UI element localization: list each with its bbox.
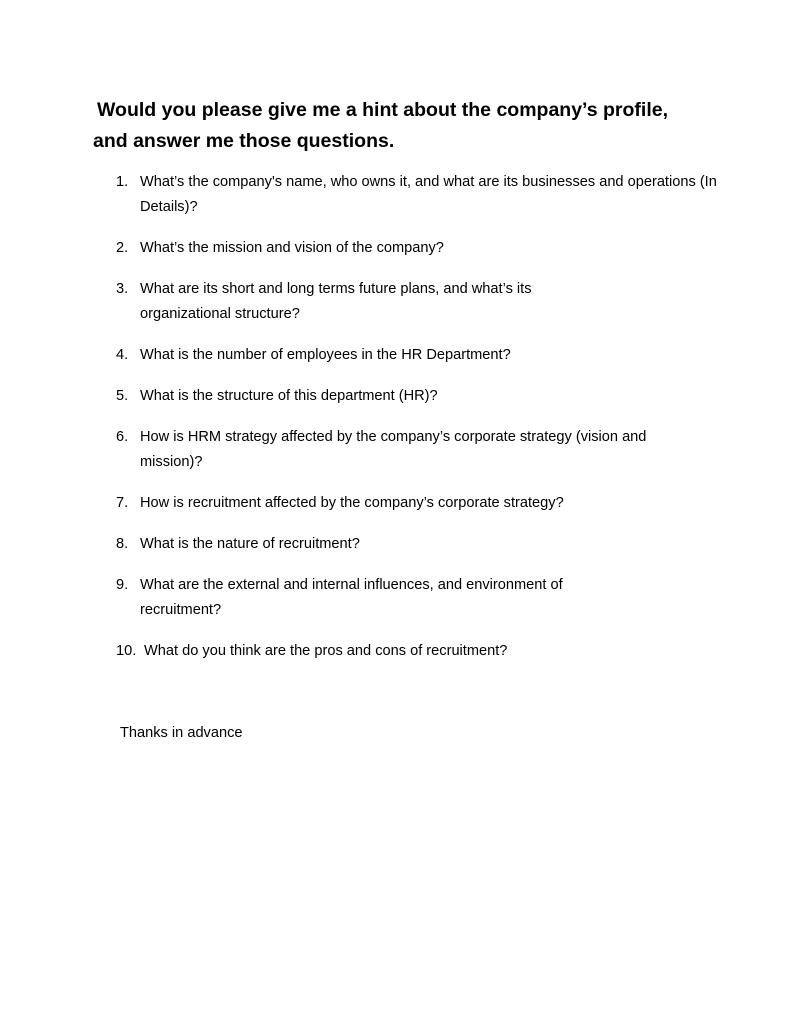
question-number: 10. <box>116 643 137 659</box>
page-title <box>93 95 733 157</box>
question-number: 1. <box>116 174 129 190</box>
question-text: What are the external and internal influences, and environment of recruitment? <box>140 577 563 618</box>
question-text: How is recruitment affected by the company’s corporate strategy? <box>140 495 564 511</box>
question-number: 2. <box>116 240 129 256</box>
question-text: How is HRM strategy affected by the company’s corporate strategy (vision and mission)? <box>140 429 647 470</box>
question-number: 8. <box>116 536 129 552</box>
question-number: 3. <box>116 281 129 297</box>
question-text: What is the number of employees in the HR Department? <box>140 347 511 363</box>
question-number: 6. <box>116 429 129 445</box>
closing-text: Thanks in advance <box>120 725 243 741</box>
question-text: What is the structure of this department (HR)? <box>140 388 438 404</box>
question-text: What is the nature of recruitment? <box>140 536 360 552</box>
question-number: 4. <box>116 347 129 363</box>
question-number: 5. <box>116 388 129 404</box>
question-text: What do you think are the pros and cons of recruitment? <box>144 643 508 659</box>
question-number: 9. <box>116 577 129 593</box>
question-text: What’s the company's name, who owns it, and what are its businesses and operations (In Details)? <box>140 174 717 215</box>
question-number: 7. <box>116 495 129 511</box>
title-line-1: Would you please give me a hint about the company’s profile, <box>97 99 669 121</box>
question-text: What are its short and long terms future plans, and what’s its organizational structure? <box>140 281 532 322</box>
title-line-2: and answer me those questions. <box>93 130 395 152</box>
question-text: What’s the mission and vision of the company? <box>140 240 444 256</box>
